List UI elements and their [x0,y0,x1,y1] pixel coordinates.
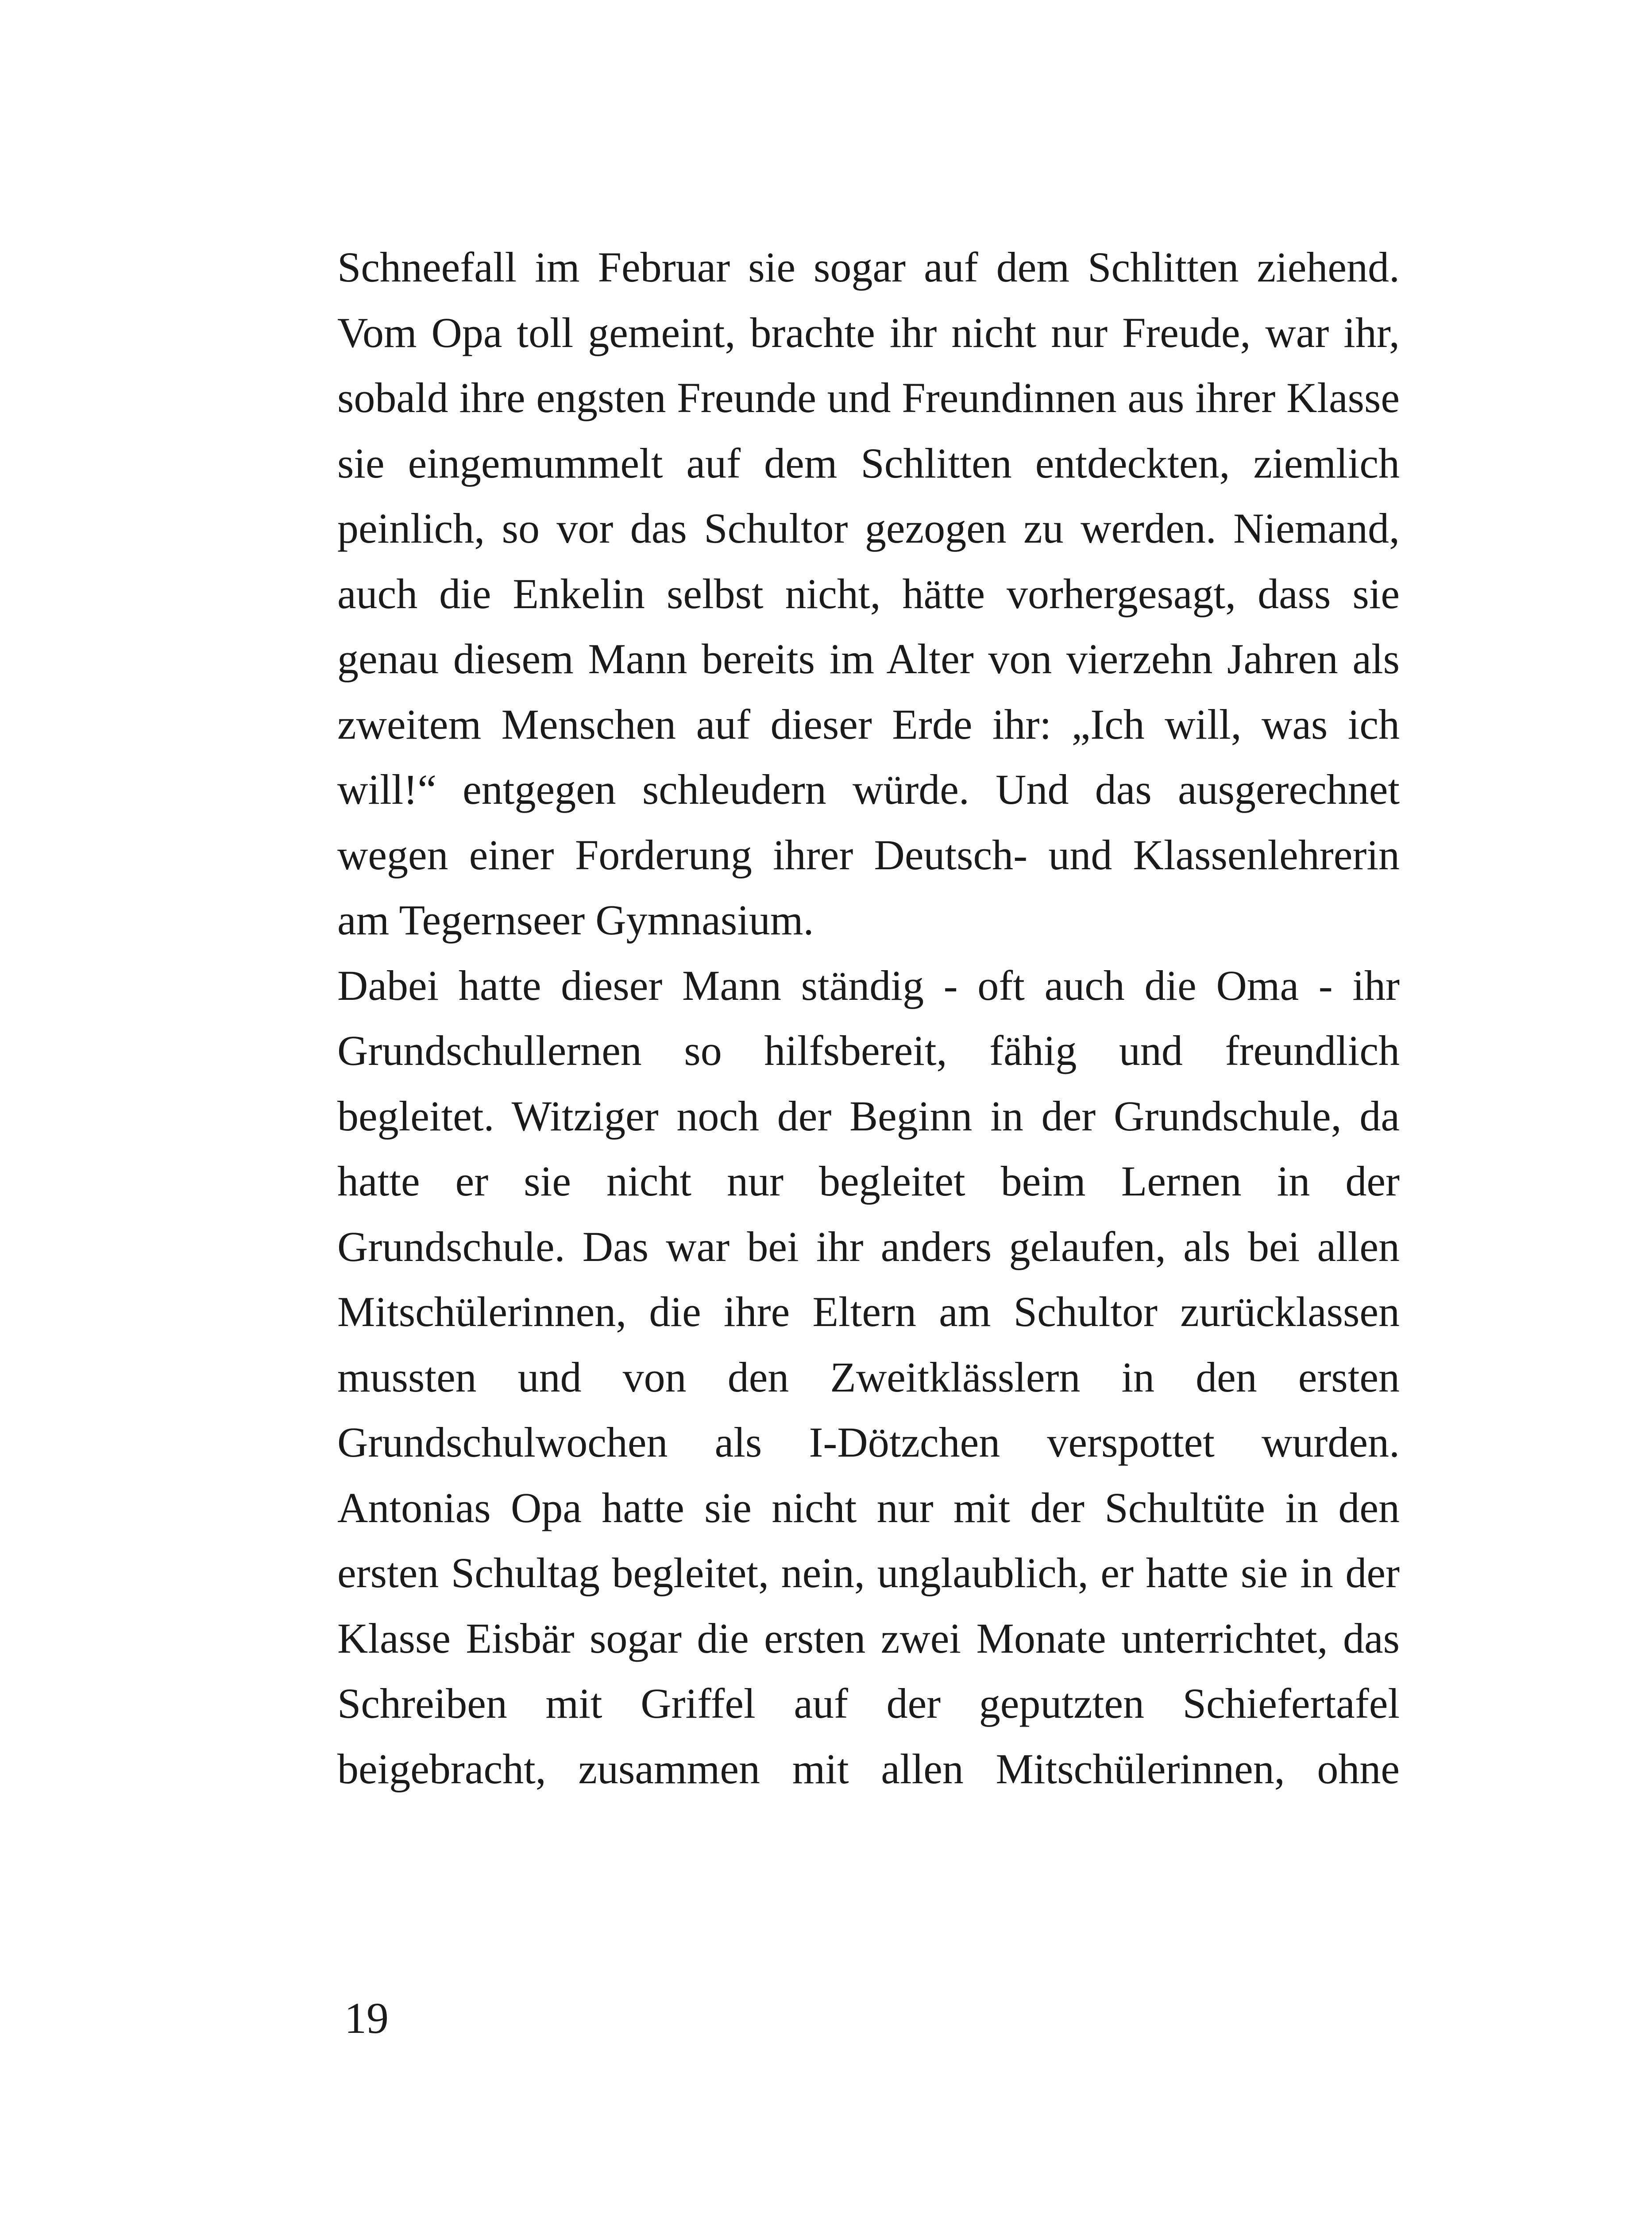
text-line: Grundschullernen so hilfsbereit, fähig und freundlich [337,1027,1400,1074]
text-line: hatte er sie nicht nur begleitet beim Lernen in der [337,1157,1400,1205]
text-line: Grundschule. Das war bei ihr anders gelaufen, als bei allen [337,1222,1400,1270]
text-line: Schneefall im Februar sie sogar auf dem Schlitten ziehend. [337,243,1400,291]
text-line: Schreiben mit Griffel auf der geputzten Schiefertafel [337,1680,1400,1727]
text-line: will!“ entgegen schleudern würde. Und das ausgerechnet [337,766,1400,813]
text-line: Antonias Opa hatte sie nicht nur mit der Schultüte in den [337,1484,1400,1531]
text-line: sobald ihre engsten Freunde und Freundinnen aus ihrer Klasse [337,374,1400,421]
text-line: Dabei hatte dieser Mann ständig - oft auch die Oma - ihr [337,961,1400,1009]
text-line: am Tegernseer Gymnasium. [337,896,814,944]
text-line: beigebracht, zusammen mit allen Mitschülerinnen, ohne [337,1745,1400,1793]
text-line: zweitem Menschen auf dieser Erde ihr: „Ich will, was ich [337,700,1400,748]
text-line: Grundschulwochen als I-Dötzchen verspottet wurden. [337,1419,1400,1466]
body-text [337,235,1400,1801]
text-line: Mitschülerinnen, die ihre Eltern am Schultor zurücklassen [337,1288,1400,1335]
text-line: wegen einer Forderung ihrer Deutsch- und Klassenlehrerin [337,831,1400,879]
text-line: ersten Schultag begleitet, nein, unglaublich, er hatte sie in der [337,1549,1400,1596]
text-line: Vom Opa toll gemeint, brachte ihr nicht nur Freude, war ihr, [337,308,1400,356]
text-line: begleitet. Witziger noch der Beginn in der Grundschule, da [337,1092,1400,1140]
page-number: 19 [344,1993,389,2043]
text-line: peinlich, so vor das Schultor gezogen zu werden. Niemand, [337,505,1400,552]
text-line: auch die Enkelin selbst nicht, hätte vorhergesagt, dass sie [337,570,1400,617]
text-line: genau diesem Mann bereits im Alter von vierzehn Jahren als [337,635,1400,682]
text-line: sie eingemummelt auf dem Schlitten entdeckten, ziemlich [337,439,1400,487]
text-line: mussten und von den Zweitklässlern in den ersten [337,1353,1400,1401]
text-line: Klasse Eisbär sogar die ersten zwei Monate unterrichtet, das [337,1614,1400,1662]
